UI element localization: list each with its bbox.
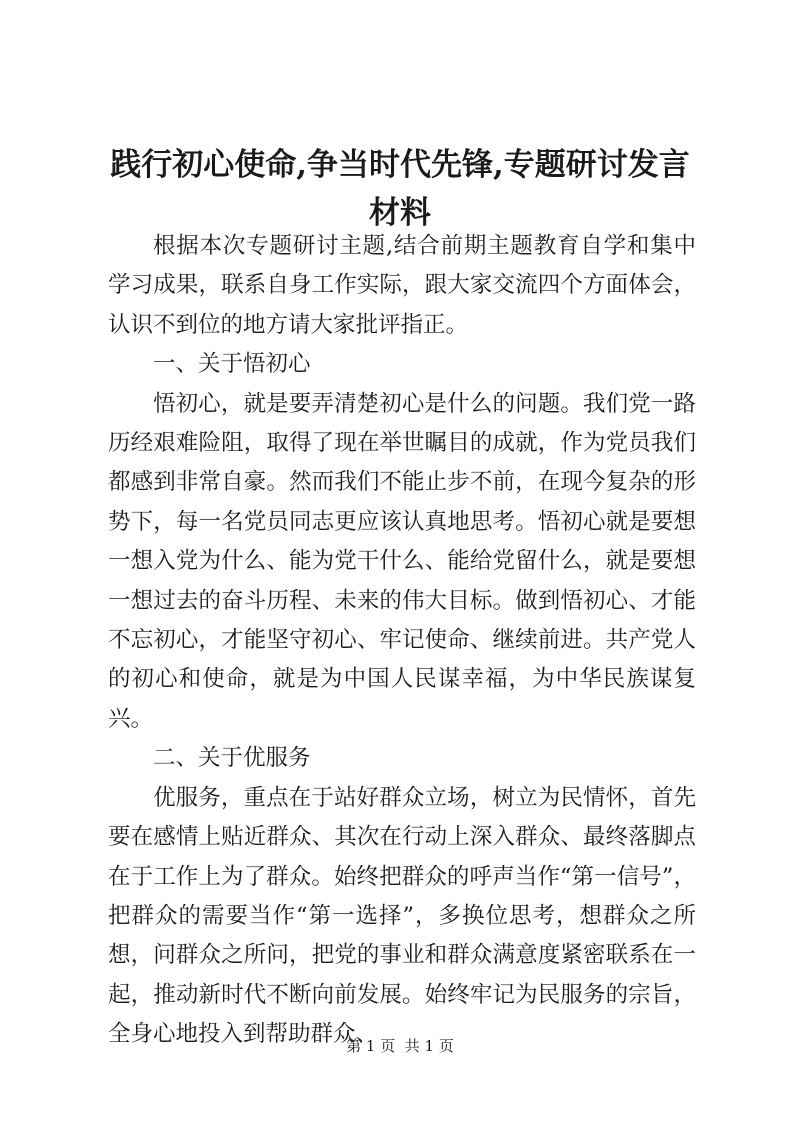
section-paragraph-1: 悟初心，就是要弄清楚初心是什么的问题。我们党一路历经艰难险阻，取得了现在举世瞩目的成就，作为党员我们都感到非常自豪。然而我们不能止步不前，在现今复杂的形势下，每一名党员同志更应该认真地思考。悟初心就是要想一想入党为什么、能为党干什么、能给党留什么，就是要想一想过去的奋斗历程、未来的伟大目标。做到悟初心、才能不忘初心，才能坚守初心、牢记使命、继续前进。共产党人的初心和使命，就是为中国人民谋幸福，为中华民族谋复兴。 — [108, 390, 696, 732]
section-heading-2: 二、关于优服务 — [153, 745, 311, 772]
page-number-label: 第 1 页 共 1 页 — [346, 1037, 454, 1055]
section-paragraph-2: 优服务，重点在于站好群众立场，树立为民情怀，首先要在感情上贴近群众、其次在行动上深入群众、最终落脚点在于工作上为了群众。始终把群众的呼声当作“第一信号”，把群众的需要当作“第一选择”，多换位思考，想群众之所想，问群众之所问，把党的事业和群众满意度紧密联系在一起，推动新时代不断向前发展。始终牢记为民服务的宗旨，全身心地投入到帮助群众、 — [108, 784, 696, 1048]
section-heading-1: 一、关于悟初心 — [153, 351, 311, 378]
intro-paragraph: 根据本次专题研讨主题,结合前期主题教育自学和集中学习成果，联系自身工作实际，跟大家交流四个方面体会，认识不到位的地方请大家批评指正。 — [108, 233, 696, 338]
page-footer — [0, 1036, 800, 1056]
document-title: 践行初心使命,争当时代先锋,专题研讨发言材料 — [110, 147, 690, 231]
document-body — [108, 227, 696, 1055]
